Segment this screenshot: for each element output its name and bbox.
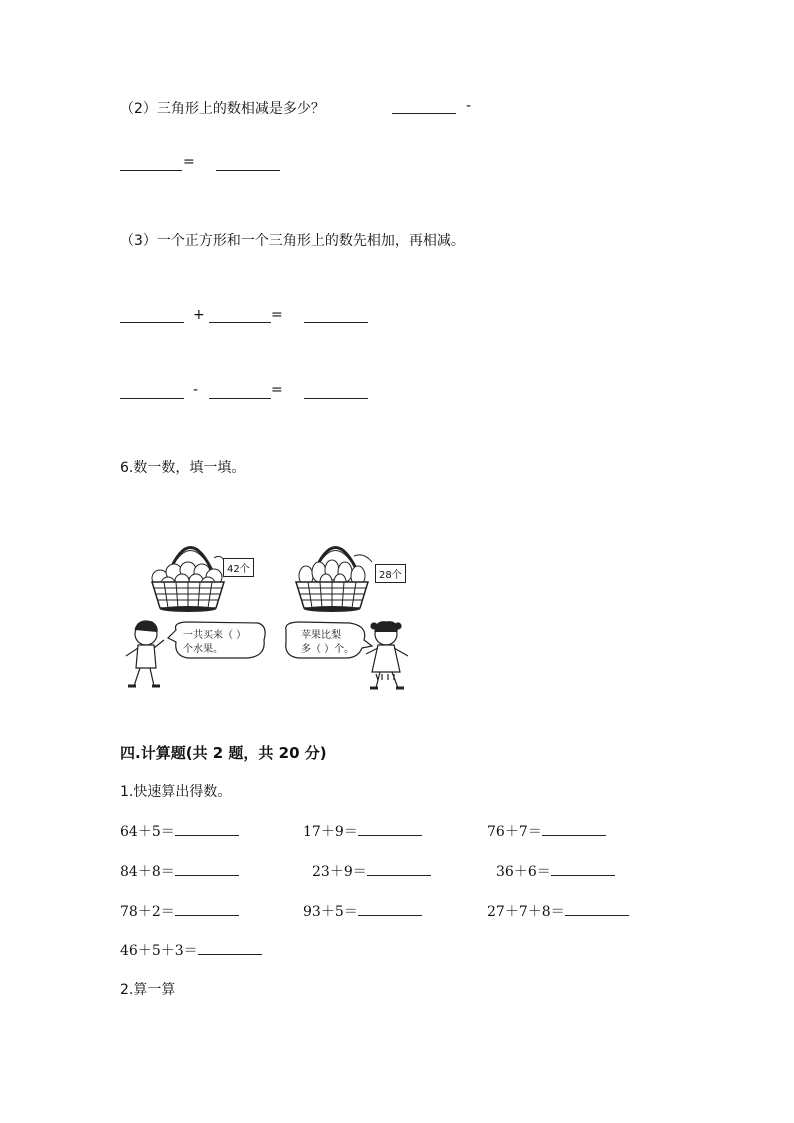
apple-basket-icon xyxy=(152,548,224,613)
equals-sign: = xyxy=(271,307,283,323)
calc-expression: 36＋6＝ xyxy=(496,864,551,880)
calc-problem xyxy=(312,861,431,881)
answer-blank[interactable] xyxy=(304,308,368,323)
calc-expression: 64＋5＝ xyxy=(120,824,175,840)
equals-sign: = xyxy=(183,154,195,170)
calc-problem xyxy=(487,901,629,921)
question-3-text: （3）一个正方形和一个三角形上的数先相加，再相减。 xyxy=(120,233,465,249)
answer-blank[interactable] xyxy=(175,861,239,876)
calc-problem xyxy=(120,821,239,841)
plus-sign: + xyxy=(193,307,205,323)
calc-problem xyxy=(496,861,615,881)
calc-expression: 78＋2＝ xyxy=(120,904,175,920)
answer-blank[interactable] xyxy=(392,99,456,114)
calc-problem xyxy=(120,901,239,921)
calc-expression: 17＋9＝ xyxy=(303,824,358,840)
calc-problem xyxy=(303,901,422,921)
boy-speech-text xyxy=(183,629,246,657)
calc-expression: 46＋5＋3＝ xyxy=(120,943,198,959)
calc-expression: 84＋8＝ xyxy=(120,864,175,880)
calc-problem xyxy=(120,940,262,960)
answer-blank[interactable] xyxy=(565,901,629,916)
answer-blank[interactable] xyxy=(367,861,431,876)
answer-blank[interactable] xyxy=(198,940,262,955)
calc-problem xyxy=(120,861,239,881)
answer-blank[interactable] xyxy=(209,308,271,323)
fruit-illustration xyxy=(118,530,418,700)
answer-blank[interactable] xyxy=(551,861,615,876)
answer-blank[interactable] xyxy=(120,308,184,323)
question-6-title: 6.数一数，填一填。 xyxy=(120,460,246,476)
answer-blank[interactable] xyxy=(175,901,239,916)
section-4-q2-title: 2.算一算 xyxy=(120,982,176,998)
boy-icon xyxy=(126,621,164,686)
answer-blank[interactable] xyxy=(216,156,280,171)
pear-count-label: 28个 xyxy=(375,564,406,583)
question-2-text: （2）三角形上的数相减是多少？ xyxy=(120,101,325,117)
question-2 xyxy=(120,98,325,118)
girl-speech-line-1: 苹果比梨 xyxy=(301,630,341,641)
section-4-q1-title: 1.快速算出得数。 xyxy=(120,784,232,800)
calc-expression: 76＋7＝ xyxy=(487,824,542,840)
answer-blank[interactable] xyxy=(304,384,368,399)
girl-icon xyxy=(366,622,408,688)
calc-expression: 27＋7＋8＝ xyxy=(487,904,565,920)
answer-blank[interactable] xyxy=(209,384,271,399)
answer-blank[interactable] xyxy=(542,821,606,836)
boy-speech-line-1: 一共买来（ ） xyxy=(183,630,247,641)
apple-count-label: 42个 xyxy=(223,558,254,577)
boy-speech-line-2: 个水果。 xyxy=(183,644,223,655)
answer-blank[interactable] xyxy=(175,821,239,836)
section-4-title: 四.计算题(共 2 题，共 20 分) xyxy=(120,744,327,762)
calc-expression: 93＋5＝ xyxy=(303,904,358,920)
pear-basket-icon xyxy=(296,548,372,613)
calc-problem xyxy=(487,821,606,841)
minus-sign: - xyxy=(466,98,472,114)
calc-expression: 23＋9＝ xyxy=(312,864,367,880)
equals-sign: = xyxy=(271,382,283,398)
girl-speech-line-2: 多（ ）个。 xyxy=(301,644,355,655)
calc-problem xyxy=(303,821,422,841)
answer-blank[interactable] xyxy=(120,384,184,399)
answer-blank[interactable] xyxy=(358,901,422,916)
girl-speech-text xyxy=(301,629,354,657)
minus-sign: - xyxy=(193,382,199,398)
question-3 xyxy=(120,230,465,250)
answer-blank[interactable] xyxy=(120,156,182,171)
answer-blank[interactable] xyxy=(358,821,422,836)
